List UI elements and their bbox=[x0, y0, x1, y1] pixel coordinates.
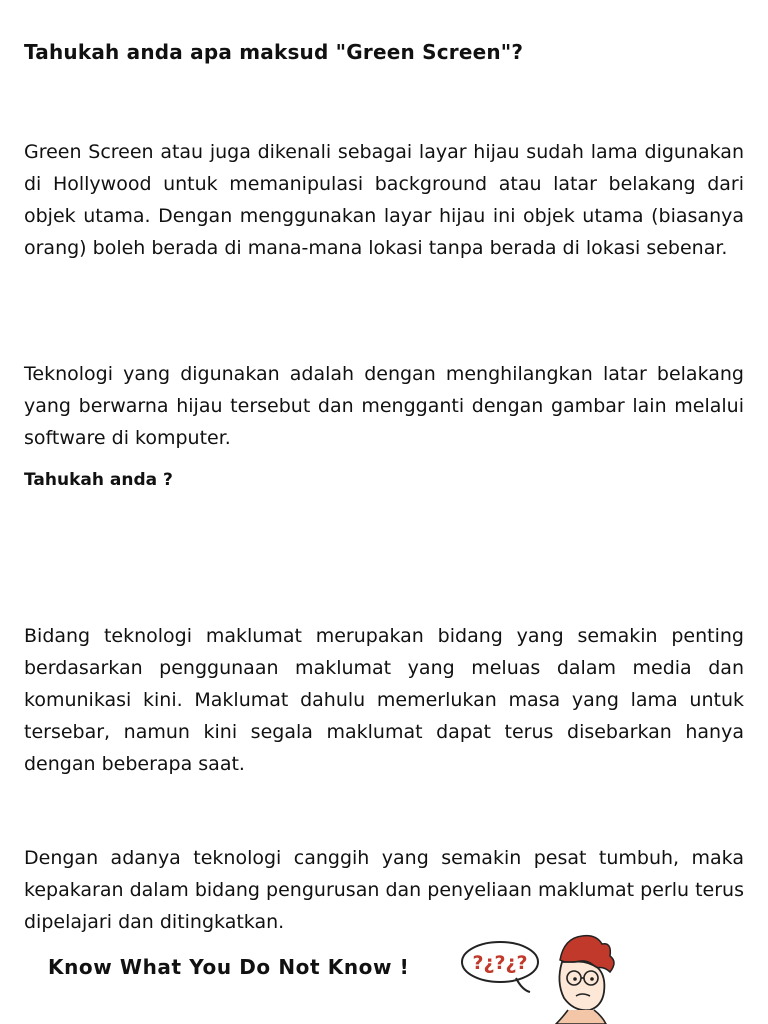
page-title: Tahukah anda apa maksud "Green Screen"? bbox=[24, 40, 524, 64]
paragraph-advanced-technology: Dengan adanya teknologi canggih yang semakin pesat tumbuh, maka kepakaran dalam bidang pengurusan dan penyeliaan maklumat perlu terus dipelajari dan ditingkatkan. bbox=[24, 847, 744, 933]
section-subheading: Tahukah anda ? bbox=[24, 470, 173, 490]
character-face bbox=[559, 962, 604, 1011]
confused-cartoon-character-icon bbox=[456, 932, 628, 1024]
paragraph-technology-description: Teknologi yang digunakan adalah dengan menghilangkan latar belakang yang berwarna hijau tersebut dan mengganti dengan gambar lain melalui software di komputer. bbox=[24, 363, 744, 449]
paragraph-information-technology: Bidang teknologi maklumat merupakan bidang yang semakin penting berdasarkan penggunaan maklumat yang meluas dalam media dan komunikasi kini. Maklumat dahulu memerlukan masa yang lama untuk tersebar, namun kini segala maklumat dapat terus disebarkan hanya dengan beberapa saat. bbox=[24, 625, 744, 775]
thought-bubble-text: ?¿?¿? bbox=[472, 952, 528, 974]
paragraph-green-screen-definition: Green Screen atau juga dikenali sebagai layar hijau sudah lama digunakan di Hollywood untuk memanipulasi background atau latar belakang dari objek utama. Dengan menggunakan layar hijau ini objek utama (biasanya orang) boleh berada di mana-mana lokasi tanpa berada di lokasi sebenar. bbox=[24, 141, 744, 259]
motto-text: Know What You Do Not Know ! bbox=[48, 955, 410, 979]
character-body bbox=[556, 1010, 606, 1024]
